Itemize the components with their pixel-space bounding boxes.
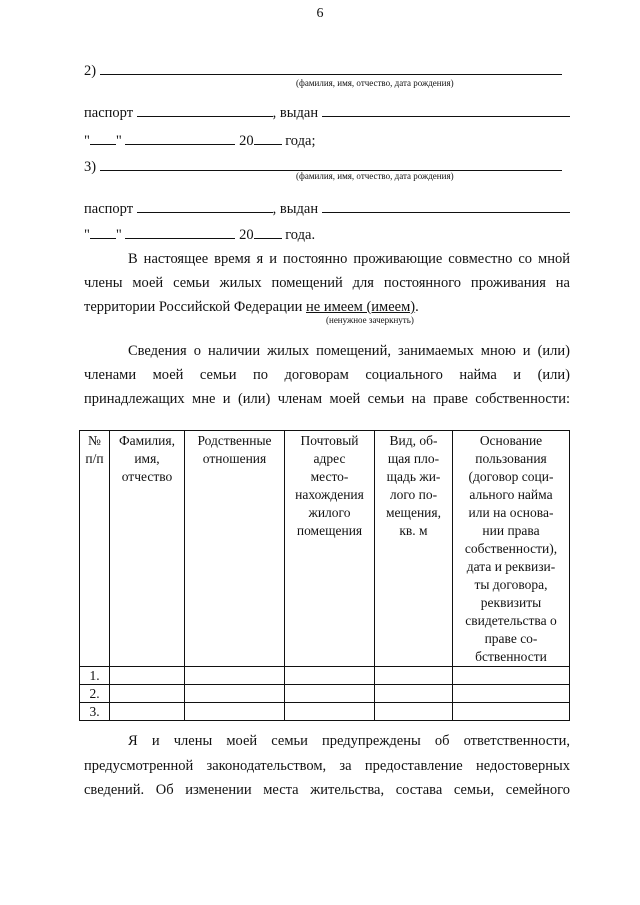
person2-issued-label: , выдан <box>272 105 319 121</box>
person2-passport-field[interactable] <box>137 102 273 117</box>
person3-passport-row <box>84 198 570 218</box>
table-row <box>80 667 570 685</box>
table-header-row <box>80 431 570 667</box>
person3-issued-label: , выдан <box>272 201 319 217</box>
table-cell[interactable] <box>285 685 375 703</box>
para3-line2: предусмотренной законодательством, за предоставление недостоверных <box>84 758 570 774</box>
table-cell[interactable] <box>185 667 285 685</box>
person2-passport-row <box>84 102 570 122</box>
table-cell[interactable] <box>453 685 570 703</box>
person2-date-row <box>84 130 315 150</box>
header-area: Вид, об- щая пло- щадь жи- лого по- мещения, кв. м <box>375 431 453 667</box>
person3-year-prefix: 20 <box>239 227 254 243</box>
housing-table <box>79 430 570 721</box>
table-cell[interactable] <box>375 703 453 721</box>
para1-line1: В настоящее время я и постоянно проживающие совместно со мной <box>128 251 570 267</box>
header-basis: Основание пользования (договор соци- ального найма или на основа- нии права собственности), дата и реквизи- ты договора, реквизиты свидетельства о праве со- бственности <box>453 431 570 667</box>
table-cell[interactable] <box>110 667 185 685</box>
person2-quote-open: " <box>84 133 90 149</box>
table-row <box>80 685 570 703</box>
table-cell[interactable] <box>110 685 185 703</box>
person2-caption: (фамилия, имя, отчество, дата рождения) <box>296 78 454 88</box>
table-cell[interactable] <box>453 667 570 685</box>
person2-month-field[interactable] <box>125 130 235 145</box>
person3-issued-field[interactable] <box>322 198 570 213</box>
row-number: 3. <box>80 703 110 721</box>
header-number: № п/п <box>80 431 110 667</box>
person3-name-field[interactable] <box>100 156 562 171</box>
person2-name-field[interactable] <box>100 60 562 75</box>
row-number: 2. <box>80 685 110 703</box>
header-address: Почтовый адрес место- нахождения жилого помещения <box>285 431 375 667</box>
person2-index: 2) <box>84 63 97 79</box>
person3-passport-field[interactable] <box>137 198 273 213</box>
table-cell[interactable] <box>375 685 453 703</box>
person2-year-prefix: 20 <box>239 133 254 149</box>
table-cell[interactable] <box>375 667 453 685</box>
para1-line3-prefix: территории Российской Федерации <box>84 299 303 315</box>
para1-note: (ненужное зачеркнуть) <box>326 315 414 325</box>
person3-day-field[interactable] <box>90 224 116 239</box>
para3-line3: сведений. Об изменении места жительства, состава семьи, семейного <box>84 782 570 798</box>
person2-issued-field[interactable] <box>322 102 570 117</box>
table-cell[interactable] <box>110 703 185 721</box>
para2-line3: принадлежащих мне и (или) членам моей семьи на праве собственности: <box>84 391 570 407</box>
person3-quote-open: " <box>84 227 90 243</box>
person2-passport-label: паспорт <box>84 105 134 121</box>
para1-line2: члены моей семьи жилых помещений для постоянного проживания на <box>84 275 570 291</box>
para1-line3-suffix: . <box>415 299 419 315</box>
person2-day-field[interactable] <box>90 130 116 145</box>
para2-line1: Сведения о наличии жилых помещений, занимаемых мною и (или) <box>128 343 570 359</box>
person3-caption: (фамилия, имя, отчество, дата рождения) <box>296 171 454 181</box>
para1-line3 <box>84 298 419 316</box>
person2-year-field[interactable] <box>254 130 282 145</box>
table-cell[interactable] <box>185 685 285 703</box>
table-cell[interactable] <box>285 703 375 721</box>
person2-quote-close: " <box>115 133 122 149</box>
header-relation: Родственные отношения <box>185 431 285 667</box>
person3-index: 3) <box>84 159 97 175</box>
table-row <box>80 703 570 721</box>
para1-line3-options: не имеем (имеем) <box>306 299 416 315</box>
para3-line1: Я и члены моей семьи предупреждены об ответственности, <box>128 733 570 749</box>
page-number: 6 <box>316 6 324 21</box>
person3-year-field[interactable] <box>254 224 282 239</box>
para2-line2: членами моей семьи по договорам социального найма и (или) <box>84 367 570 383</box>
header-full-name: Фамилия, имя, отчество <box>110 431 185 667</box>
table-cell[interactable] <box>285 667 375 685</box>
person3-month-field[interactable] <box>125 224 235 239</box>
person2-name-row <box>84 60 562 80</box>
person3-year-suffix: года. <box>285 227 316 243</box>
person3-date-row <box>84 224 315 244</box>
row-number: 1. <box>80 667 110 685</box>
table-cell[interactable] <box>453 703 570 721</box>
person2-year-suffix: года; <box>285 133 316 149</box>
person3-quote-close: " <box>115 227 122 243</box>
person3-passport-label: паспорт <box>84 201 134 217</box>
table-cell[interactable] <box>185 703 285 721</box>
